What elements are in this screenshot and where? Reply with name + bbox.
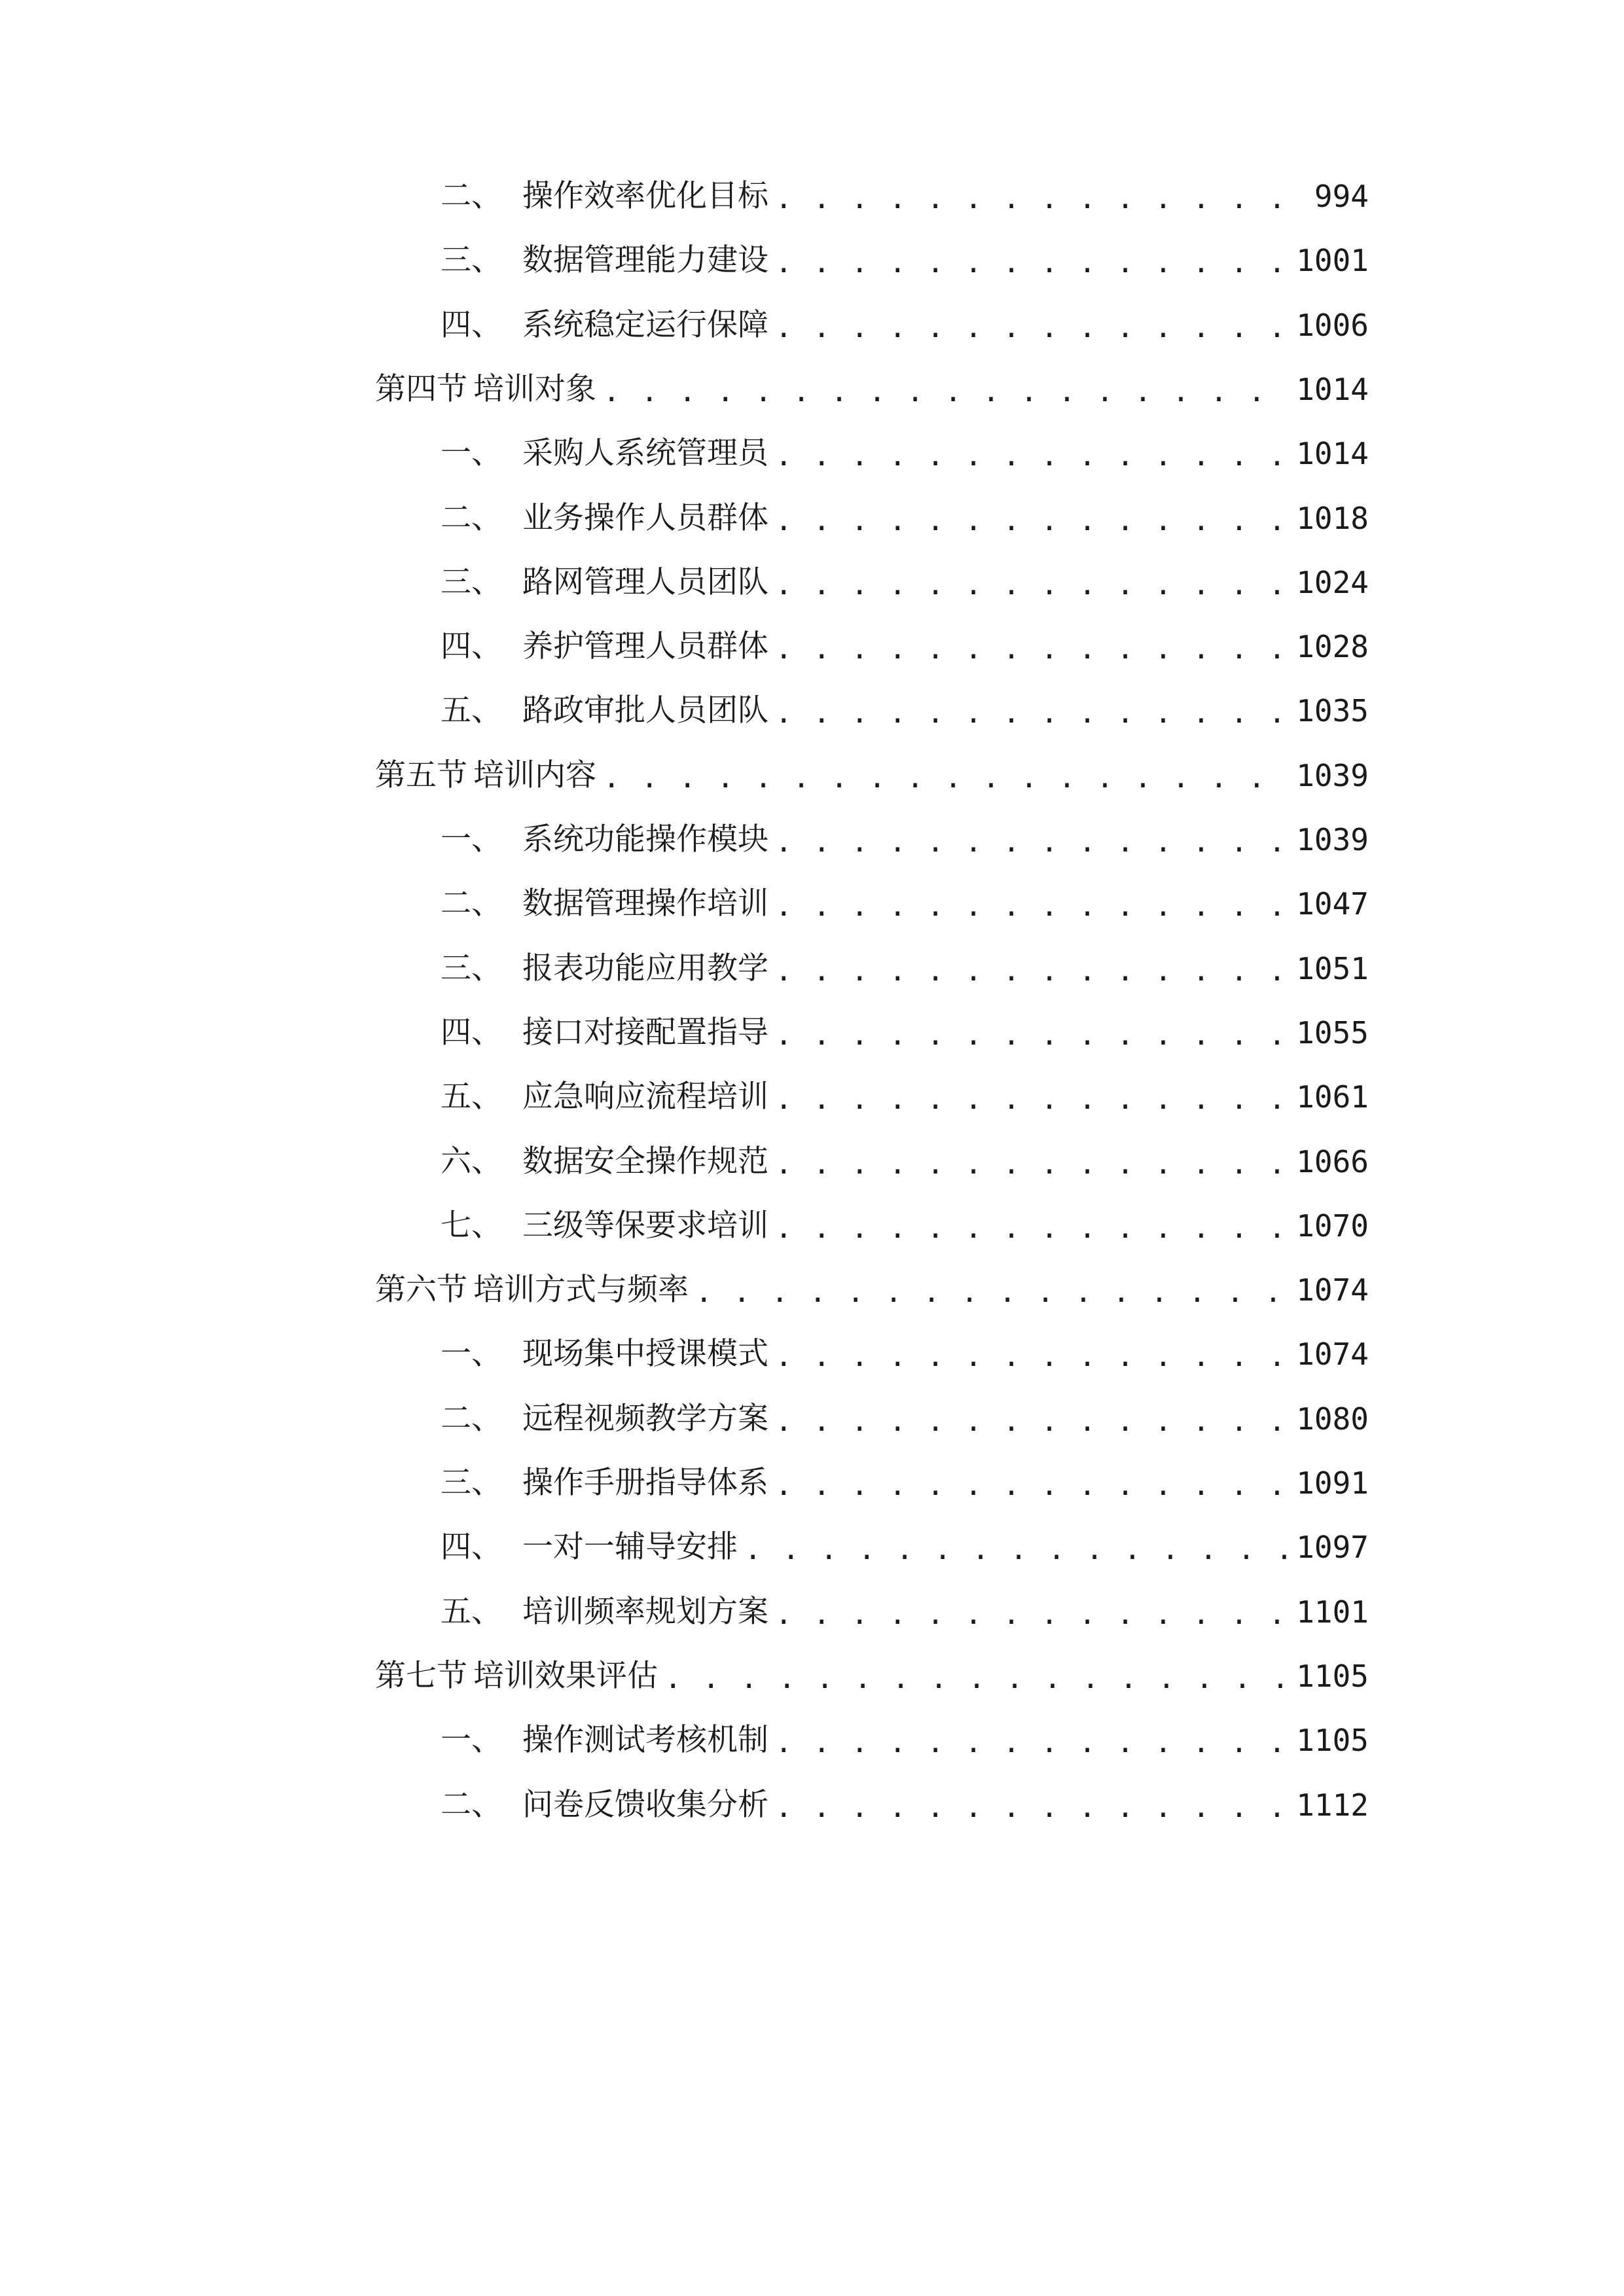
toc-entry-page-number: 1097 bbox=[1296, 1530, 1369, 1565]
toc-entry-page-number: 1105 bbox=[1296, 1659, 1369, 1694]
toc-entry[interactable] bbox=[441, 1457, 1369, 1509]
toc-entry-title: 培训效果评估 bbox=[473, 1658, 658, 1694]
toc-entry-title: 培训内容 bbox=[473, 757, 596, 793]
toc-entry-page-number: 1024 bbox=[1296, 565, 1369, 600]
toc-dot-leader bbox=[775, 1393, 1288, 1445]
toc-entry[interactable] bbox=[441, 556, 1369, 609]
toc-entry[interactable] bbox=[441, 1200, 1369, 1252]
toc-section-entry[interactable] bbox=[375, 749, 1369, 802]
toc-entry-number: 四、 bbox=[441, 1529, 502, 1565]
toc-dot-leader bbox=[664, 1650, 1288, 1702]
toc-entry-title: 远程视频教学方案 bbox=[522, 1401, 768, 1437]
toc-entry-title: 培训对象 bbox=[473, 371, 596, 407]
toc-entry[interactable] bbox=[441, 1779, 1369, 1831]
toc-dot-leader bbox=[775, 1457, 1288, 1509]
toc-entry-title: 业务操作人员群体 bbox=[522, 500, 768, 536]
toc-entry-page-number: 1101 bbox=[1296, 1594, 1369, 1630]
toc-entry-number: 七、 bbox=[441, 1208, 502, 1244]
toc-dot-leader bbox=[775, 299, 1288, 351]
toc-entry-page-number: 1061 bbox=[1296, 1079, 1369, 1115]
toc-entry-number: 三、 bbox=[441, 1465, 502, 1501]
toc-entry-number: 五、 bbox=[441, 1079, 502, 1115]
toc-entry-title: 操作效率优化目标 bbox=[522, 178, 768, 214]
toc-entry-page-number: 1080 bbox=[1296, 1401, 1369, 1437]
toc-entry-number: 三、 bbox=[441, 242, 502, 278]
toc-entry-number: 二、 bbox=[441, 500, 502, 536]
toc-entry-page-number: 994 bbox=[1314, 179, 1369, 214]
toc-entry-number: 第四节 bbox=[375, 371, 467, 407]
toc-entry-number: 第五节 bbox=[375, 757, 467, 793]
toc-entry-title: 操作测试考核机制 bbox=[522, 1722, 768, 1758]
toc-entry-number: 四、 bbox=[441, 1014, 502, 1050]
toc-entry-title: 路政审批人员团队 bbox=[522, 692, 768, 728]
toc-entry-page-number: 1001 bbox=[1296, 243, 1369, 278]
toc-entry[interactable] bbox=[441, 878, 1369, 930]
toc-dot-leader bbox=[775, 492, 1288, 545]
toc-dot-leader bbox=[695, 1264, 1288, 1316]
toc-entry[interactable] bbox=[441, 1586, 1369, 1638]
toc-dot-leader bbox=[775, 814, 1288, 866]
toc-section-entry[interactable] bbox=[375, 1650, 1369, 1702]
toc-entry-number: 二、 bbox=[441, 1787, 502, 1823]
toc-entry-number: 三、 bbox=[441, 950, 502, 986]
toc-entry[interactable] bbox=[441, 1328, 1369, 1380]
toc-entry-title: 现场集中授课模式 bbox=[522, 1336, 768, 1372]
toc-entry-title: 系统功能操作模块 bbox=[522, 821, 768, 857]
toc-entry-title: 操作手册指导体系 bbox=[522, 1465, 768, 1501]
toc-entry-page-number: 1074 bbox=[1296, 1272, 1369, 1308]
toc-entry[interactable] bbox=[441, 170, 1369, 223]
toc-entry-page-number: 1105 bbox=[1296, 1723, 1369, 1758]
toc-dot-leader bbox=[775, 878, 1288, 930]
toc-entry-page-number: 1074 bbox=[1296, 1336, 1369, 1372]
toc-entry-number: 六、 bbox=[441, 1143, 502, 1179]
toc-entry[interactable] bbox=[441, 620, 1369, 673]
toc-entry-title: 培训方式与频率 bbox=[473, 1272, 689, 1308]
toc-entry-page-number: 1014 bbox=[1296, 372, 1369, 407]
toc-entry-page-number: 1035 bbox=[1296, 693, 1369, 728]
toc-entry-title: 养护管理人员群体 bbox=[522, 628, 768, 664]
toc-entry-page-number: 1047 bbox=[1296, 886, 1369, 922]
toc-entry-page-number: 1070 bbox=[1296, 1208, 1369, 1244]
toc-entry-number: 第六节 bbox=[375, 1272, 467, 1308]
toc-entry-title: 报表功能应用教学 bbox=[522, 950, 768, 986]
toc-entry-page-number: 1039 bbox=[1296, 822, 1369, 857]
toc-entry[interactable] bbox=[441, 1714, 1369, 1767]
toc-entry[interactable] bbox=[441, 492, 1369, 545]
toc-dot-leader bbox=[775, 1136, 1288, 1188]
toc-entry-number: 四、 bbox=[441, 628, 502, 664]
toc-entry-number: 二、 bbox=[441, 886, 502, 922]
toc-entry-title: 数据管理能力建设 bbox=[522, 242, 768, 278]
toc-entry[interactable] bbox=[441, 1007, 1369, 1059]
toc-entry-title: 一对一辅导安排 bbox=[522, 1529, 738, 1565]
toc-entry-number: 二、 bbox=[441, 1401, 502, 1437]
toc-entry-number: 一、 bbox=[441, 1336, 502, 1372]
toc-dot-leader bbox=[775, 1779, 1288, 1831]
toc-entry-number: 一、 bbox=[441, 821, 502, 857]
toc-dot-leader bbox=[775, 234, 1288, 287]
toc-dot-leader bbox=[775, 1071, 1288, 1123]
toc-dot-leader bbox=[775, 170, 1307, 223]
toc-entry-page-number: 1091 bbox=[1296, 1465, 1369, 1501]
toc-entry-page-number: 1018 bbox=[1296, 501, 1369, 536]
toc-dot-leader bbox=[775, 942, 1288, 995]
toc-dot-leader bbox=[775, 1586, 1288, 1638]
toc-entry[interactable] bbox=[441, 814, 1369, 866]
toc-entry-page-number: 1066 bbox=[1296, 1144, 1369, 1179]
toc-entry[interactable] bbox=[441, 299, 1369, 351]
toc-entry-number: 一、 bbox=[441, 1722, 502, 1758]
toc-entry-number: 五、 bbox=[441, 692, 502, 728]
toc-entry-page-number: 1112 bbox=[1296, 1787, 1369, 1823]
toc-dot-leader bbox=[775, 1200, 1288, 1252]
toc-entry[interactable] bbox=[441, 942, 1369, 995]
toc-entry-number: 三、 bbox=[441, 564, 502, 600]
toc-entry[interactable] bbox=[441, 1393, 1369, 1445]
toc-entry[interactable] bbox=[441, 1521, 1369, 1573]
toc-entry-title: 系统稳定运行保障 bbox=[522, 307, 768, 343]
toc-entry[interactable] bbox=[441, 234, 1369, 287]
toc-entry-page-number: 1014 bbox=[1296, 436, 1369, 471]
toc-entry-page-number: 1006 bbox=[1296, 308, 1369, 343]
toc-entry-number: 第七节 bbox=[375, 1658, 467, 1694]
toc-entry-page-number: 1028 bbox=[1296, 629, 1369, 664]
toc-dot-leader bbox=[603, 749, 1288, 802]
toc-entry-title: 问卷反馈收集分析 bbox=[522, 1787, 768, 1823]
toc-dot-leader bbox=[775, 1328, 1288, 1380]
toc-entry-title: 数据管理操作培训 bbox=[522, 886, 768, 922]
toc-entry[interactable] bbox=[441, 685, 1369, 737]
toc-entry-title: 采购人系统管理员 bbox=[522, 435, 768, 471]
toc-dot-leader bbox=[775, 685, 1288, 737]
toc-entry[interactable] bbox=[441, 1136, 1369, 1188]
toc-entry-number: 四、 bbox=[441, 307, 502, 343]
toc-dot-leader bbox=[775, 427, 1288, 480]
toc-entry[interactable] bbox=[441, 1071, 1369, 1123]
toc-dot-leader bbox=[775, 1714, 1288, 1767]
toc-entry-page-number: 1055 bbox=[1296, 1015, 1369, 1050]
toc-entry-title: 三级等保要求培训 bbox=[522, 1208, 768, 1244]
toc-dot-leader bbox=[775, 620, 1288, 673]
toc-dot-leader bbox=[744, 1521, 1288, 1573]
toc-entry-title: 应急响应流程培训 bbox=[522, 1079, 768, 1115]
toc-entry-title: 接口对接配置指导 bbox=[522, 1014, 768, 1050]
toc-dot-leader bbox=[775, 1007, 1288, 1059]
toc-entry-number: 二、 bbox=[441, 178, 502, 214]
toc-entry-page-number: 1039 bbox=[1296, 758, 1369, 793]
toc-entry-page-number: 1051 bbox=[1296, 951, 1369, 986]
toc-entry-title: 路网管理人员团队 bbox=[522, 564, 768, 600]
toc-dot-leader bbox=[603, 363, 1288, 416]
toc-entry[interactable] bbox=[441, 427, 1369, 480]
toc-dot-leader bbox=[775, 556, 1288, 609]
toc-entry-number: 五、 bbox=[441, 1594, 502, 1630]
toc-entry-number: 一、 bbox=[441, 435, 502, 471]
toc-section-entry[interactable] bbox=[375, 1264, 1369, 1316]
toc-entry-title: 培训频率规划方案 bbox=[522, 1594, 768, 1630]
toc-section-entry[interactable] bbox=[375, 363, 1369, 416]
toc-entry-title: 数据安全操作规范 bbox=[522, 1143, 768, 1179]
